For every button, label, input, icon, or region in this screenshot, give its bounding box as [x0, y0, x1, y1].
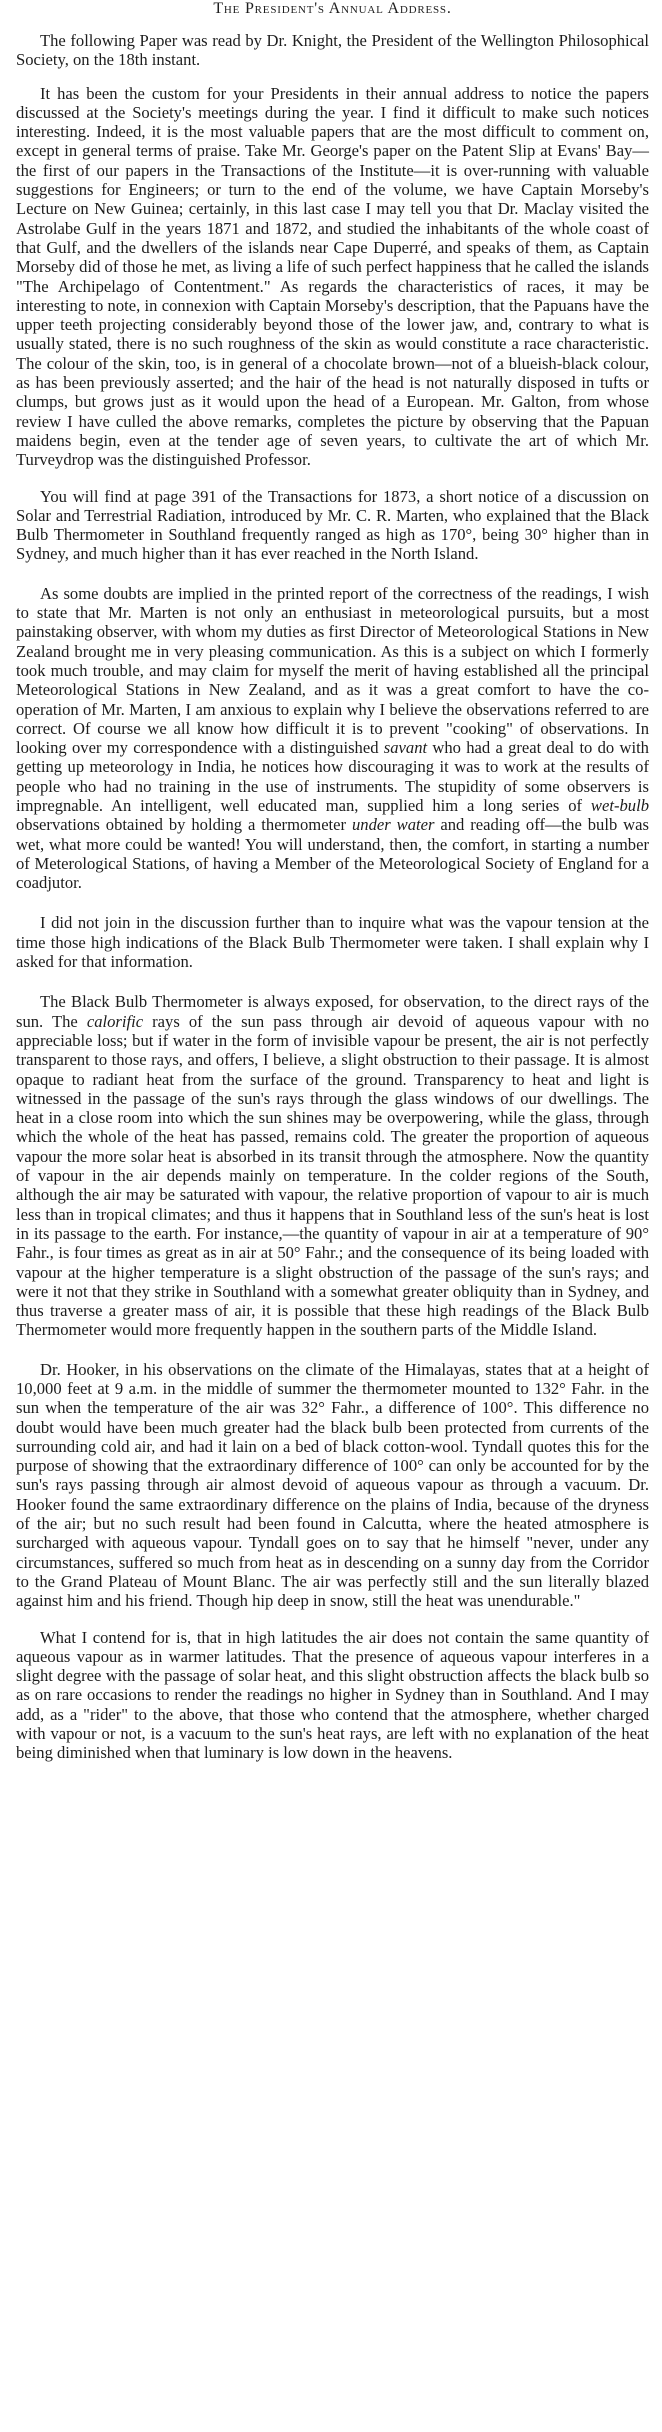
paragraph-5-text: The Black Bulb Thermometer is always exposed, for observation, to the direct rays of the sun. The — [16, 992, 649, 1031]
paragraph-4 — [16, 913, 649, 971]
paragraph-2 — [16, 487, 649, 564]
paragraph-4-text: I did not join in the discussion further than to inquire what was the vapour tension at the time those high indications of the Black Bulb Thermometer were taken. I shall explain why I asked for that information. — [16, 913, 649, 972]
paragraph-1 — [16, 84, 649, 470]
paragraph-3-text: and reading off—the bulb was wet, what more could be wanted! You will understand, then, the comfort, in starting a number of Meterological Stations, of having a Member of the Meteorological Society of England for a coadjutor. — [16, 815, 649, 893]
paragraph-3-text: observations obtained by holding a thermometer — [16, 815, 352, 835]
paragraph-5 — [16, 992, 649, 1339]
italic-calorific: calorific — [86, 1011, 144, 1031]
paragraph-7 — [16, 1628, 649, 1763]
paragraph-6 — [16, 1360, 649, 1611]
paragraph-3 — [16, 584, 649, 893]
italic-under-water: under water — [352, 815, 435, 835]
paragraph-7-text: What I contend for is, that in high latitudes the air does not contain the same quantity of aqueous vapour as in warmer latitudes. That the presence of aqueous vapour interferes in a slight degree with the passage of solar heat, and this slight obstruction affects the black bulb so as on rare occasions to render the readings no higher in Sydney than in Southland. And I may add, as a "rider" to the above, that those who contend that the atmosphere, whether charged with vapour or not, is a vacuum to the sun's heat rays, are left with no explanation of the heat being diminished when that luminary is low down in the heavens. — [16, 1627, 649, 1763]
paragraph-3-text: who had a great deal to do with getting up meteorology in India, he notices how discouraging it was to work at the results of people who had no training in the use of instruments. The stupidity of some observers is impregnable. An intelligent, well educated man, supplied him a long series of — [16, 738, 649, 815]
paragraph-5-text: rays of the sun pass through air devoid of aqueous vapour with no appreciable loss; but if water in the form of invisible vapour be present, the air is not perfectly transparent to those rays, and offers, I believe, a slight obstruction to their passage. It is almost opaque to radiant heat from the surface of the ground. Transparency to heat and light is witnessed in the passage of the sun's rays through the glass windows of our dwellings. The heat in a close room into which the sun shines may be overpowering, while the glass, through which the whole of the heat has passed, remains cold. The greater the proportion of aqueous vapour the more solar heat is absorbed in its transit through the atmosphere. Now the quantity of vapour in the air depends mainly on temperature. In the colder regions of the South, although the air may be saturated with vapour, the relative proportion of vapour to air is much less than in tropical climates; and thus it happens that in Southland less of the sun's heat is lost in its passage to the earth. For instance,—the quantity of vapour in air at a temperature of 90° Fahr., is four times as great as in air at 50° Fahr.; and the consequence of its being loaded with vapour at the higher temperature is a slight obstruction of the passage of the sun's rays; and were it not that they strike in Southland with a somewhat greater obliquity than in Sydney, and thus traverse a greater mass of air, it is possible that these high readings of the Black Bulb Thermometer would more frequently happen in the southern parts of the Middle Island. — [16, 1011, 649, 1340]
intro-note: The following Paper was read by Dr. Knight, the President of the Wellington Philosophical Society, on the 18th instant. — [16, 31, 649, 70]
paragraph-6-text: Dr. Hooker, in his observations on the climate of the Himalayas, states that at a height of 10,000 feet at 9 a.m. in the middle of summer the thermometer mounted to 132° Fahr. in the sun when the temperature of the air was 32° Fahr., a difference of 100°. This difference no doubt would have been much greater had the black bulb been protected from currents of the surrounding cold air, and had it lain on a bed of black cotton-wool. Tyndall quotes this for the purpose of showing that the extraordinary difference of 100° can only be accounted for by the sun's rays passing through air almost devoid of aqueous vapour as through a vacuum. Dr. Hooker found the same extraordinary difference on the plains of India, because of the dryness of the air; but no such result had been found in Calcutta, where the heated atmosphere is surcharged with aqueous vapour. Tyndall goes on to say that he himself "never, under any circumstances, suffered so much from heat as in descending on a sunny day from the Corridor to the Grand Plateau of Mount Blanc. The air was perfectly still and the sun literally blazed against him and his friend. Though hip deep in snow, still the heat was unendurable." — [16, 1359, 649, 1611]
italic-wet-bulb: wet-bulb — [590, 795, 649, 815]
paragraph-1-text: It has been the custom for your Presidents in their annual address to notice the papers discussed at the Society's meetings during the year. I find it difficult to make such notices interesting. Indeed, it is the most valuable papers that are the most difficult to comment on, except in general terms of praise. Take Mr. George's paper on the Patent Slip at Evans' Bay—the first of our papers in the Transactions of the Institute—it is over-running with valuable suggestions for Engineers; or turn to the end of the volume, we have Captain Morseby's Lecture on New Guinea; certainly, in this last case I may tell you that Dr. Maclay visited the Astrolabe Gulf in the years 1871 and 1872, and studied the inhabitants of the whole coast of that Gulf, and the dwellers of the islands near Cape Duperré, and speaks of them, as Captain Morseby did of those he met, as living a life of such perfect happiness that he called the islands "The Archipelago of Contentment." As regards the characteristics of races, it may be interesting to note, in connexion with Captain Morseby's description, that the Papuans have the upper teeth projecting considerably beyond those of the lower jaw, and, contrary to what is usually stated, there is no such roughness of the skin as would constitute a race characteristic. The colour of the skin, too, is in general of a chocolate brown—not of a blueish-black colour, as has been previously asserted; and the hair of the head is not naturally disposed in tufts or clumps, but grows just as it would upon the head of a European. Mr. Galton, from whose review I have culled the above remarks, completes the picture by observing that the Papuan maidens begin, even at the tender age of seven years, to cultivate the art of which Mr. Turveydrop was the distinguished Professor. — [16, 83, 649, 470]
paragraph-3-text: As some doubts are implied in the printed report of the correctness of the readings, I wish to state that Mr. Marten is not only an enthusiast in meteorological pursuits, but a most painstaking observer, with whom my duties as first Director of Meteorological Stations in New Zealand brought me in very pleasing communication. As this is a subject on which I formerly took much trouble, and may claim for myself the merit of having established all the principal Meteorological Stations in New Zealand, and as it was a great comfort to have the co-operation of Mr. Marten, I am anxious to explain why I believe the observations referred to are correct. Of course we all know how difficult it is to prevent "cooking" of observations. In looking over my correspondence with a distinguished — [16, 583, 649, 758]
paragraph-2-text: You will find at page 391 of the Transactions for 1873, a short notice of a discussion on Solar and Terrestrial Radiation, introduced by Mr. C. R. Marten, who explained that the Black Bulb Thermometer in Southland frequently ranged as high as 170°, being 30° higher than in Sydney, and much higher than it has ever reached in the North Island. — [16, 486, 649, 564]
running-head: The President's Annual Address. — [213, 0, 452, 17]
italic-savant: savant — [383, 738, 428, 758]
